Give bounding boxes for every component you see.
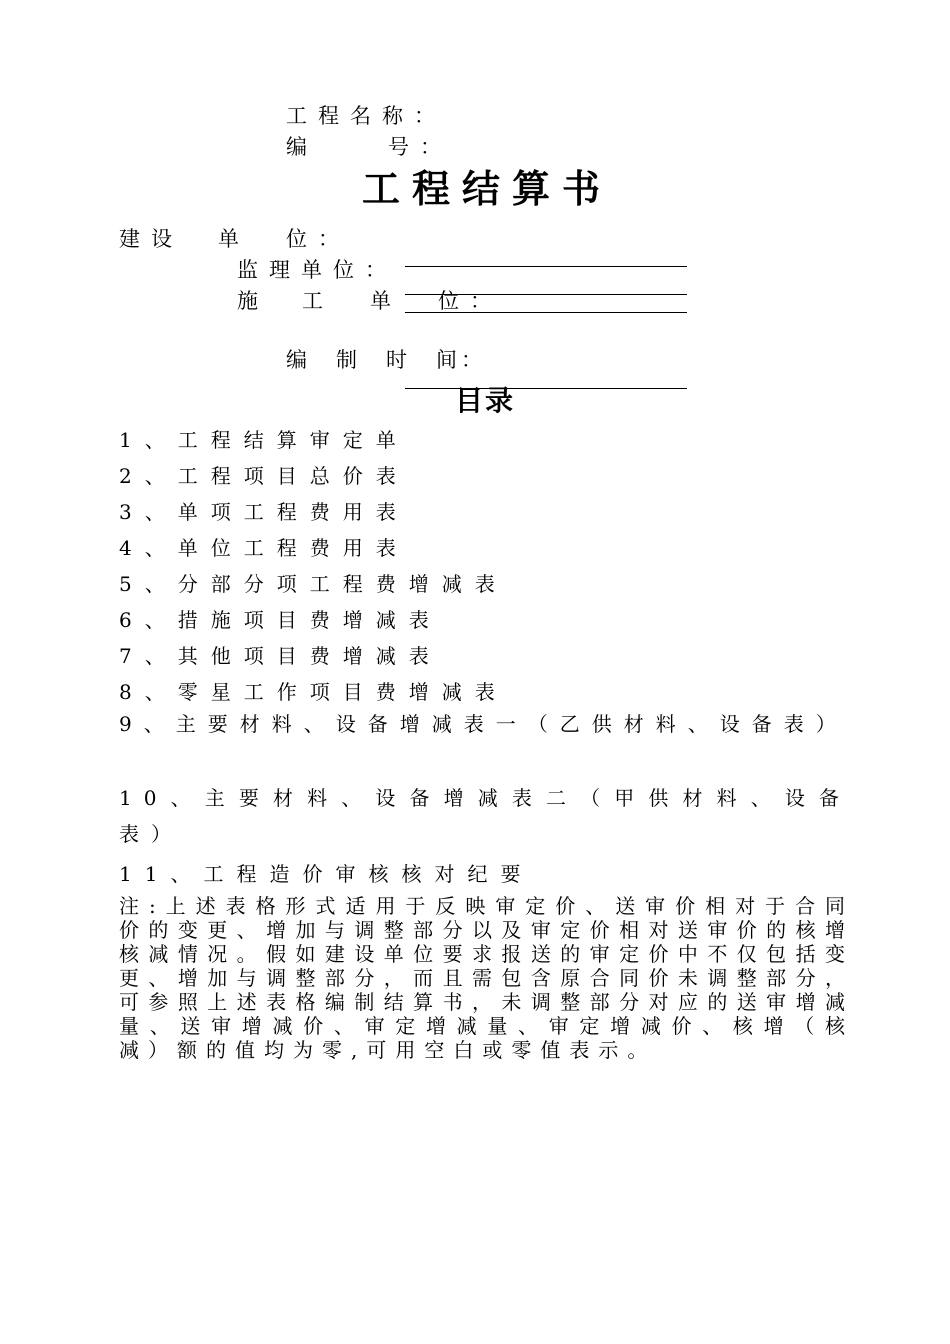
- project-name-label: 工程名称：: [286, 104, 446, 128]
- toc-item-10: 10、主要材料、设备增减表二（甲供材料、设备表）: [119, 786, 851, 846]
- toc-item-4: 4、单位工程费用表: [119, 536, 409, 560]
- supervisor-label: 监理单位：: [237, 258, 397, 282]
- toc-item-2: 2、工程项目总价表: [119, 464, 409, 488]
- contractor-label-part2: 工: [302, 289, 334, 313]
- number-label-part2: 号：: [388, 135, 452, 159]
- date-fill-line: [405, 388, 687, 389]
- toc-title: 目录: [455, 384, 516, 417]
- client-label-part2: 单: [218, 227, 250, 251]
- toc-item-1: 1、工程结算审定单: [119, 428, 409, 452]
- contractor-strike-line: [405, 294, 687, 295]
- contractor-label-part3: 单: [370, 289, 402, 313]
- toc-item-3: 3、单项工程费用表: [119, 500, 409, 524]
- toc-item-6: 6、措施项目费增减表: [119, 608, 442, 632]
- document-title: 工程结算书: [362, 166, 613, 211]
- usage-note: 注:上述表格形式适用于反映审定价、送审价相对于合同价的变更、增加与调整部分以及审定价相对送审价的核增核减情况。假如建设单位要求报送的审定价中不仅包括变更、增加与调整部分，而且需包含原合同价未调整部分，可参照上述表格编制结算书，未调整部分对应的送审增减量、送审增减价、审定增减量、审定增减价、核增（核减）额的值均为零,可用空白或零值表示。: [119, 894, 854, 1062]
- client-label-part3: 位：: [286, 227, 350, 251]
- date-label: 编 制 时 间：: [286, 348, 486, 372]
- toc-item-9: 9、主要材料、设备增减表一（乙供材料、设备表）: [119, 712, 848, 736]
- toc-item-5: 5、分部分项工程费增减表: [119, 572, 508, 596]
- contractor-label-part4: 位：: [438, 289, 502, 313]
- toc-item-11: 11、工程造价审核核对纪要: [119, 862, 534, 886]
- client-label-part1: 建设: [119, 227, 183, 251]
- number-label-part1: 编: [286, 135, 318, 159]
- supervisor-fill-line: [405, 266, 687, 267]
- contractor-label-part1: 施: [237, 289, 269, 313]
- contractor-fill-line: [405, 312, 687, 313]
- toc-item-8: 8、零星工作项目费增减表: [119, 680, 508, 704]
- toc-item-7: 7、其他项目费增减表: [119, 644, 442, 668]
